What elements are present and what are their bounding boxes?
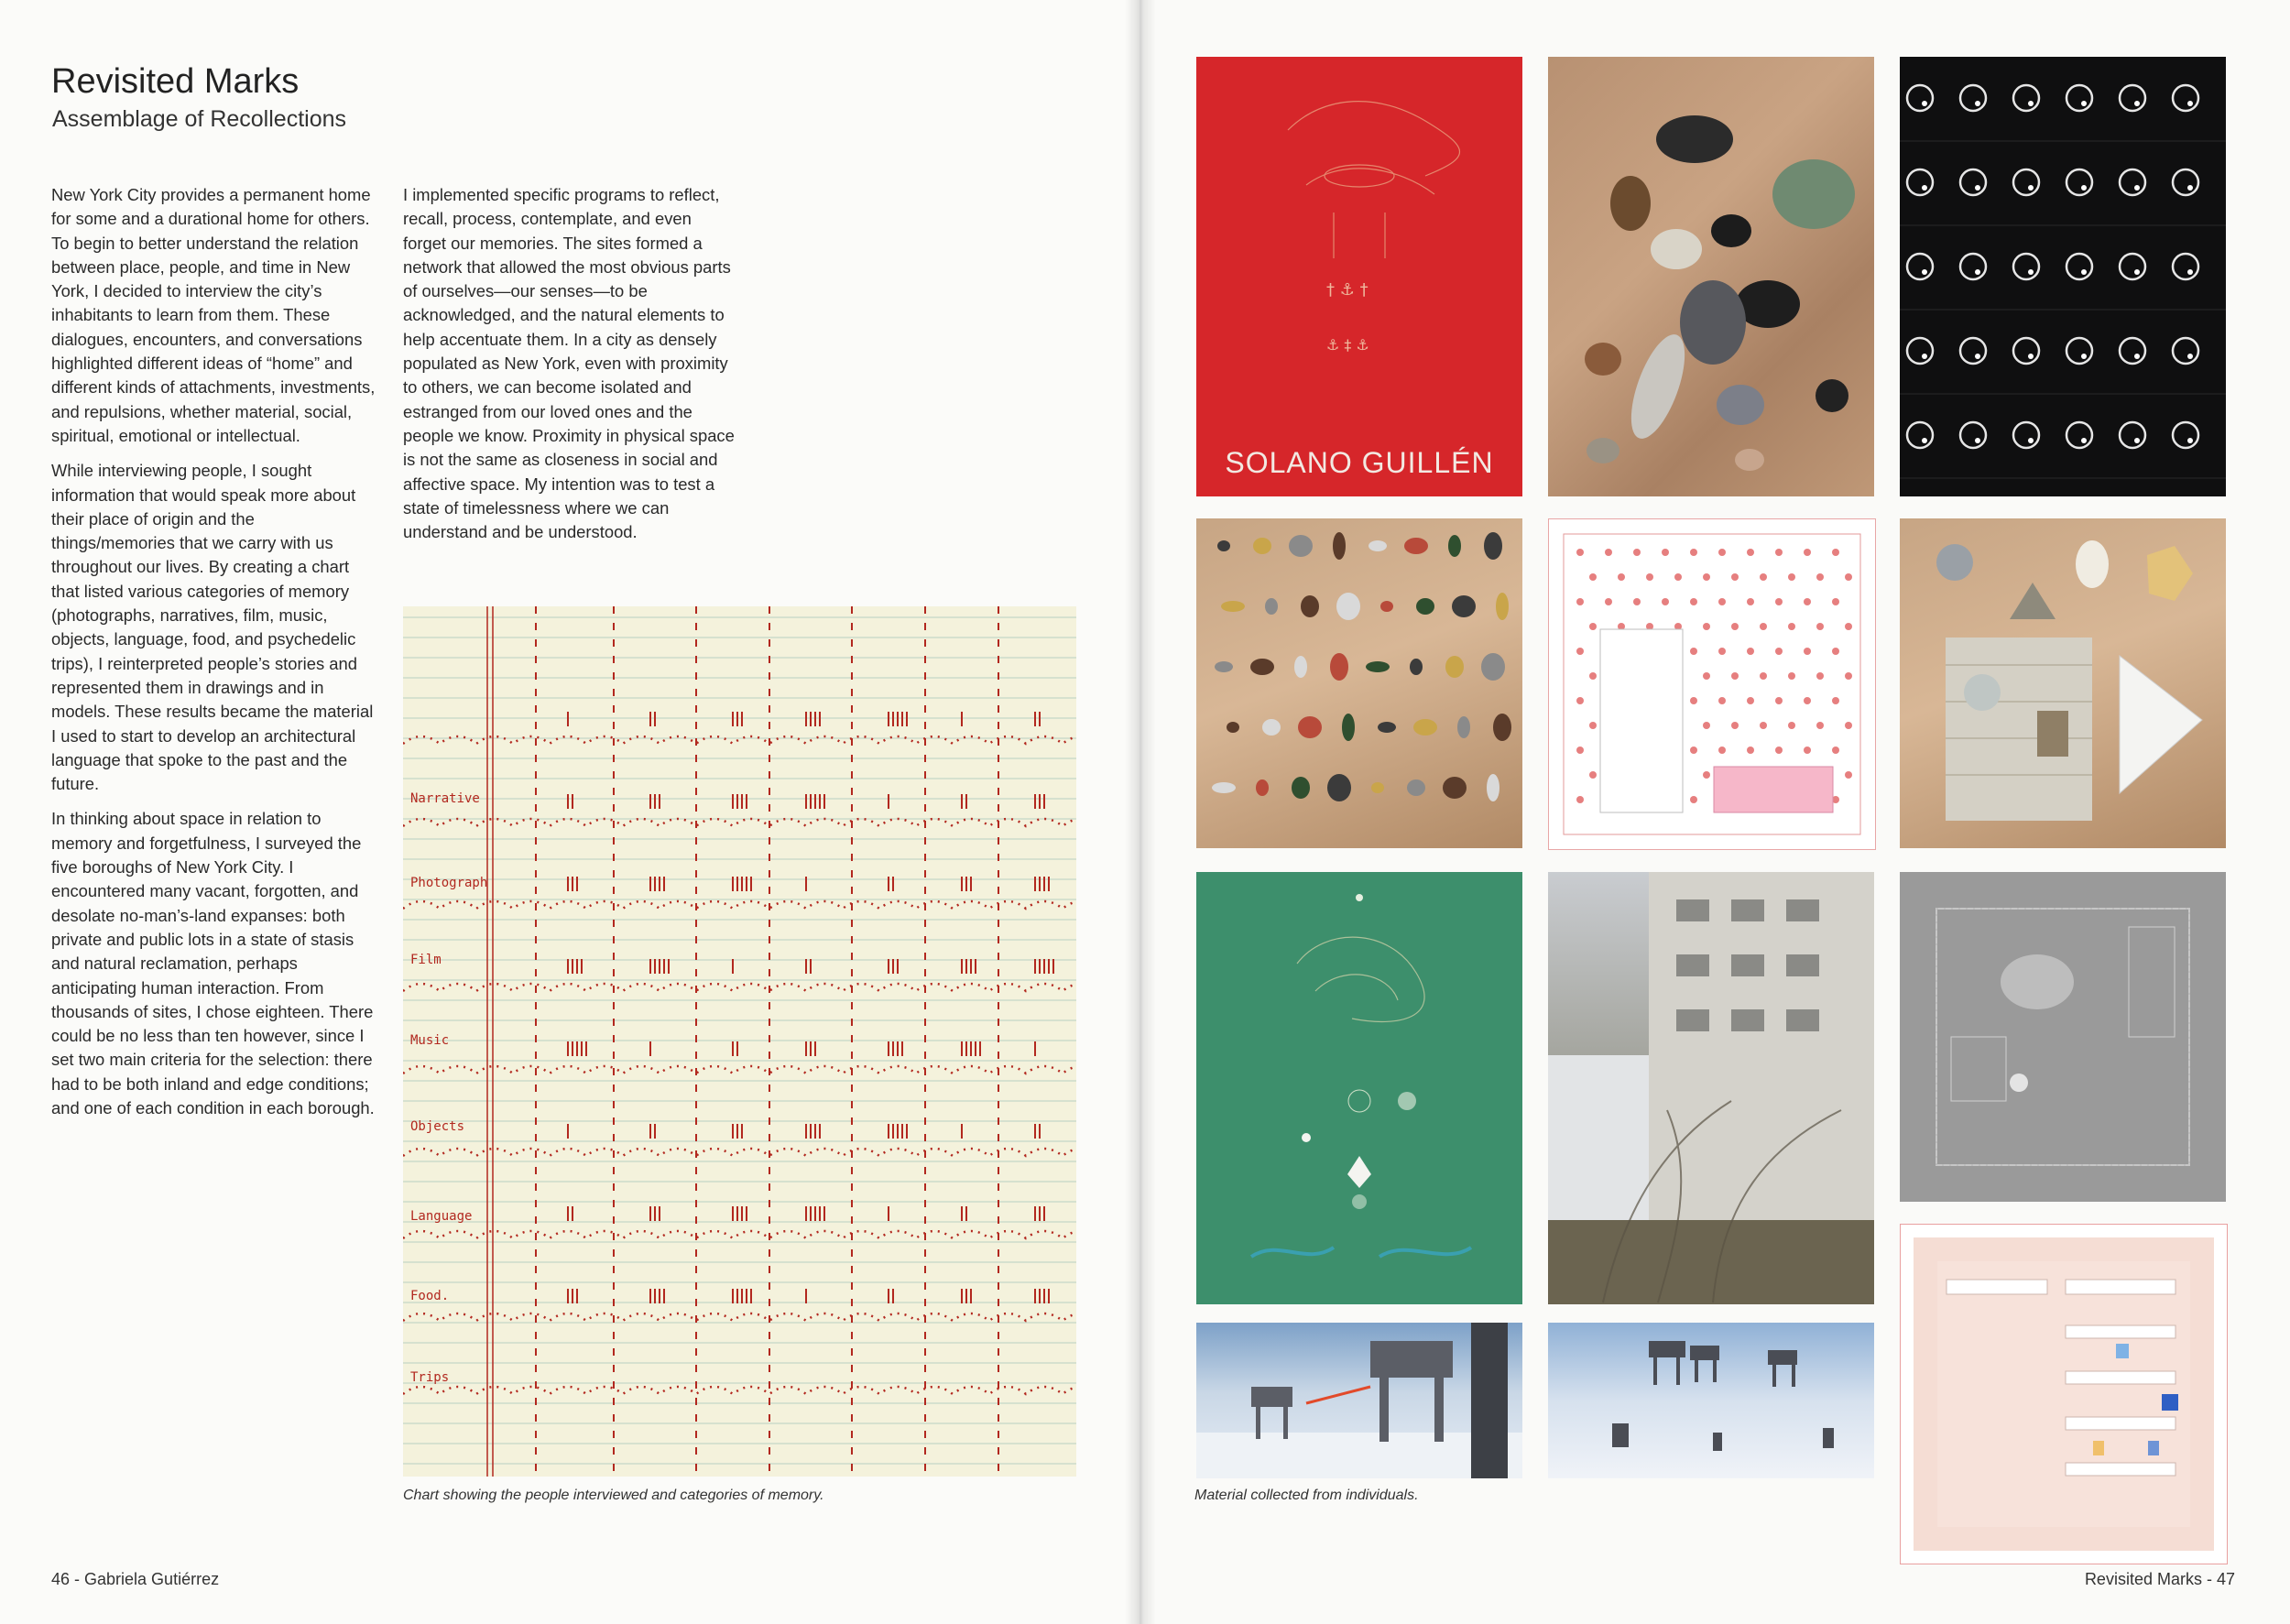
stones-illustration — [1548, 57, 1874, 496]
bookshelf-illustration — [1901, 1225, 2227, 1564]
tile-model-illustration — [1900, 518, 2226, 848]
material-caption: Material collected from individuals. — [1194, 1488, 1419, 1503]
walker-film-still-1 — [1196, 1323, 1522, 1478]
right-page — [1136, 0, 2290, 1624]
paragraph: New York City provides a permanent home for some and a durational home for others. To begin to better understand the relation between place, people, and time in New York, I decided to interview the city’s inhabitants to learn from them. These dialogues, encounters, and conversations highlighted different ideas of “home” and different kinds of attachments, investments, and repulsions, whether material, social, spiritual, emotional or intellectual. — [51, 185, 376, 445]
bookshelf-drawing — [1900, 1224, 2228, 1564]
paragraph: I implemented specific programs to reflect, recall, process, contemplate, and even forget our memories. The sites formed a network that allowed the most obvious parts of ourselves—our senses—to be acknowledged, and the natural elements to help accentuate them. In a city as densely populated as New York, even with proximity to others, we can become isolated and estranged from our loved ones and the people we know. Proximity in physical space is not the same as closeness in social and affective space. My intention was to test a state of timelessness where we can understand and be understood. — [403, 185, 735, 542]
collected-objects-photo — [1196, 518, 1522, 848]
chart-row-label: Music — [410, 1033, 450, 1048]
chart-row-label: Trips — [410, 1370, 450, 1385]
green-book-cover — [1196, 872, 1522, 1304]
svg-text:⚓ ‡ ⚓: ⚓ ‡ ⚓ — [1326, 336, 1369, 354]
chart-caption: Chart showing the people interviewed and categories of memory. — [403, 1488, 824, 1503]
objects-illustration — [1196, 518, 1522, 848]
shell-grid-illustration — [1900, 57, 2226, 496]
floor-plan-illustration — [1900, 872, 2226, 1202]
text-column-2 — [403, 183, 737, 555]
chart-row-label: Film — [410, 953, 442, 967]
spine-gutter — [1125, 0, 1156, 1624]
walker-illustration — [1196, 1323, 1522, 1478]
chart-row-label: Language — [410, 1209, 473, 1224]
page-folio-left: 46 - Gabriela Gutiérrez — [51, 1570, 220, 1588]
green-cover-ornament — [1196, 872, 1522, 1304]
paragraph: While interviewing people, I sought information that would speak more about their place of origin and the things/memories that we carry with us throughout our lives. By creating a chart that listed various categories of memory (photographs, narratives, film, music, objects, language, food, and psychedelic trips), I reinterpreted people’s stories and represented them in drawings and in models. These results became the material I used to start to develop an architectural language that spoke to the past and the future. — [51, 461, 374, 794]
abandoned-building-photo — [1548, 872, 1874, 1304]
chart-row-label: Photograph — [410, 876, 488, 890]
left-page — [0, 0, 1136, 1624]
floor-plan-drawing — [1900, 872, 2226, 1202]
wallpaper-room-drawing — [1548, 518, 1876, 850]
walker-film-still-2 — [1548, 1323, 1874, 1478]
book-cover-title: SOLANO GUILLÉN — [1225, 446, 1494, 479]
page-folio-right: Revisited Marks - 47 — [2084, 1570, 2235, 1588]
chart-row-label: Narrative — [410, 791, 480, 806]
red-book-cover — [1196, 57, 1522, 496]
shell-grid-photo — [1900, 57, 2226, 496]
chart-lines — [403, 606, 1076, 1477]
chart-row-label: Food. — [410, 1289, 450, 1303]
memory-chart-drawing — [403, 606, 1076, 1477]
stones-and-shells-photo — [1548, 57, 1874, 496]
tile-model-photo — [1900, 518, 2226, 848]
svg-text:† ⚓ †: † ⚓ † — [1326, 280, 1369, 300]
walker-illustration-2 — [1548, 1323, 1874, 1478]
building-illustration — [1548, 872, 1874, 1304]
chart-row-label: Objects — [410, 1119, 465, 1134]
cover-ornament — [1196, 57, 1522, 496]
paragraph: In thinking about space in relation to memory and forgetfulness, I surveyed the five boroughs of New York City. I encountered many vacant, forgotten, and desolate no-man’s-land expanses: both private and public lots in a state of stasis and natural reclamation, perhaps anticipating human interaction. From thousands of sites, I chose eighteen. There could be no less than ten however, since I set two main criteria for the selection: there had to be both inland and edge conditions; and one of each condition in each borough. — [51, 809, 375, 1117]
page-subtitle: Assemblage of Recollections — [52, 106, 346, 132]
page-title: Revisited Marks — [51, 62, 300, 101]
wallpaper-illustration — [1549, 519, 1875, 849]
text-column-1 — [51, 183, 381, 1131]
